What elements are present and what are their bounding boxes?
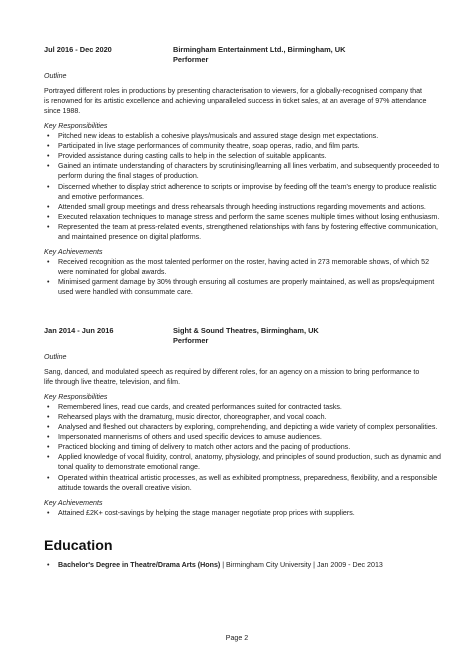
job-entry-2: [44, 326, 444, 518]
responsibilities-list: [44, 402, 444, 492]
list-item: • Rehearsed plays with the dramaturg, music director, choreographer, and vocal coach.: [47, 413, 327, 422]
list-item: • Impersonated mannerisms of others and used specific devices to amuse audiences.: [47, 433, 322, 442]
list-item: • Practiced blocking and timing of delivery to match other actors and the pacing of productions.: [47, 443, 351, 452]
list-item: • Provided assistance during casting calls to help in the selection of suitable applicants.: [47, 152, 327, 161]
bullet-icon: •: [47, 443, 50, 452]
job-header: [44, 45, 444, 66]
achievements-list: [44, 508, 444, 518]
education-details: | Birmingham City University | Jan 2009 - Dec 2013: [220, 561, 383, 569]
job-dates: Jan 2014 - Jun 2016: [44, 326, 114, 335]
bullet-icon: •: [47, 423, 50, 432]
list-item: • Attended small group meetings and dress rehearsals through heeding instructions regarding movements and actions.: [47, 202, 426, 211]
list-item: • Analysed and fleshed out characters by exploring, comprehending, and depicting a wide variety of complex personalities.: [47, 423, 438, 432]
outline-text: Sang, danced, and modulated speech as required by different roles, for an agency on a mission to bring performance to life through live theatre, television, and film.: [44, 368, 420, 387]
job-dates: Jul 2016 - Dec 2020: [44, 45, 112, 54]
list-item: • Operated within theatrical artistic processes, as well as exhibited promptness, preparedness, flexibility, and a responsible attitude towards the overall creative vision.: [47, 473, 438, 492]
job-role: Performer: [173, 336, 209, 345]
bullet-icon: •: [47, 561, 50, 569]
list-item: • Executed relaxation techniques to manage stress and perform the same scenes multiple times without losing enthusiasm.: [47, 212, 440, 221]
list-item: • Represented the team at press-related events, strengthened relationships with fans by fostering effective communication, and maintained presence on digital platforms.: [47, 222, 438, 241]
page-number: Page 2: [225, 634, 249, 642]
bullet-icon: •: [47, 453, 50, 462]
bullet-icon: •: [47, 212, 50, 221]
outline-label: Outline: [44, 72, 67, 80]
bullet-icon: •: [47, 202, 50, 211]
list-item: • Gained an intimate understanding of characters by scrutinising/learning all lines verbatim, and subsequently proceeded to perform during the final stages of production.: [47, 162, 440, 181]
bullet-icon: •: [47, 403, 50, 412]
bullet-icon: •: [47, 142, 50, 151]
outline-text: Portrayed different roles in productions by presenting characterisation to viewers, for a globally-recognised company that is renowned for its artistic excellence and achieving unparalleled success in ticket sales, at an average of 97% attendance since 1988.: [44, 87, 427, 116]
list-item: • Discerned whether to display strict adherence to scripts or improvise by feeding off the team's energy to produce realistic and emotive performances.: [47, 182, 437, 201]
list-item: • Applied knowledge of vocal fluidity, control, anatomy, physiology, and principles of sound production, such as dynamic and tonal quality to demonstrate emotional range.: [47, 453, 441, 472]
bullet-icon: •: [47, 413, 50, 422]
bullet-icon: •: [47, 222, 50, 231]
list-item: • Remembered lines, read cue cards, and created performances suited for contracted tasks.: [47, 403, 342, 412]
list-item: • Received recognition as the most talented performer on the roster, having acted in 273 memorable shows, of which 52 were nominated for global awards.: [47, 257, 430, 276]
job-header: [44, 326, 444, 347]
bullet-icon: •: [47, 162, 50, 171]
bullet-icon: •: [47, 433, 50, 442]
responsibilities-label: Key Responsibilities: [44, 393, 108, 402]
job-company: Birmingham Entertainment Ltd., Birmingham, UK: [173, 45, 346, 54]
responsibilities-label: Key Responsibilities: [44, 122, 108, 131]
bullet-icon: •: [47, 257, 50, 266]
degree-name: Bachelor's Degree in Theatre/Drama Arts (Hons): [58, 561, 221, 569]
achievements-label: Key Achievements: [44, 498, 103, 507]
list-item: • Attained £2K+ cost-savings by helping the stage manager negotiate prop prices with suppliers.: [47, 508, 355, 517]
job-company: Sight & Sound Theatres, Birmingham, UK: [173, 326, 319, 335]
education-heading: Education: [44, 538, 113, 554]
bullet-icon: •: [47, 182, 50, 191]
achievements-list: [44, 257, 444, 297]
achievements-label: Key Achievements: [44, 247, 103, 256]
job-role: Performer: [173, 55, 209, 64]
bullet-icon: •: [47, 508, 50, 517]
responsibilities-list: [44, 131, 444, 242]
bullet-icon: •: [47, 277, 50, 286]
list-item: • Participated in live stage performances of community theatre, soap operas, radio, and film parts.: [47, 142, 360, 151]
outline-label: Outline: [44, 353, 67, 361]
list-item: • Minimised garment damage by 30% through ensuring all costumes are properly maintained, as well as props/equipment used were handled with consummate care.: [47, 277, 435, 296]
bullet-icon: •: [47, 473, 50, 482]
bullet-icon: •: [47, 132, 50, 141]
job-entry-1: [44, 45, 444, 297]
bullet-icon: •: [47, 152, 50, 161]
list-item: • Pitched new ideas to establish a cohesive plays/musicals and assured stage design met expectations.: [47, 132, 379, 141]
